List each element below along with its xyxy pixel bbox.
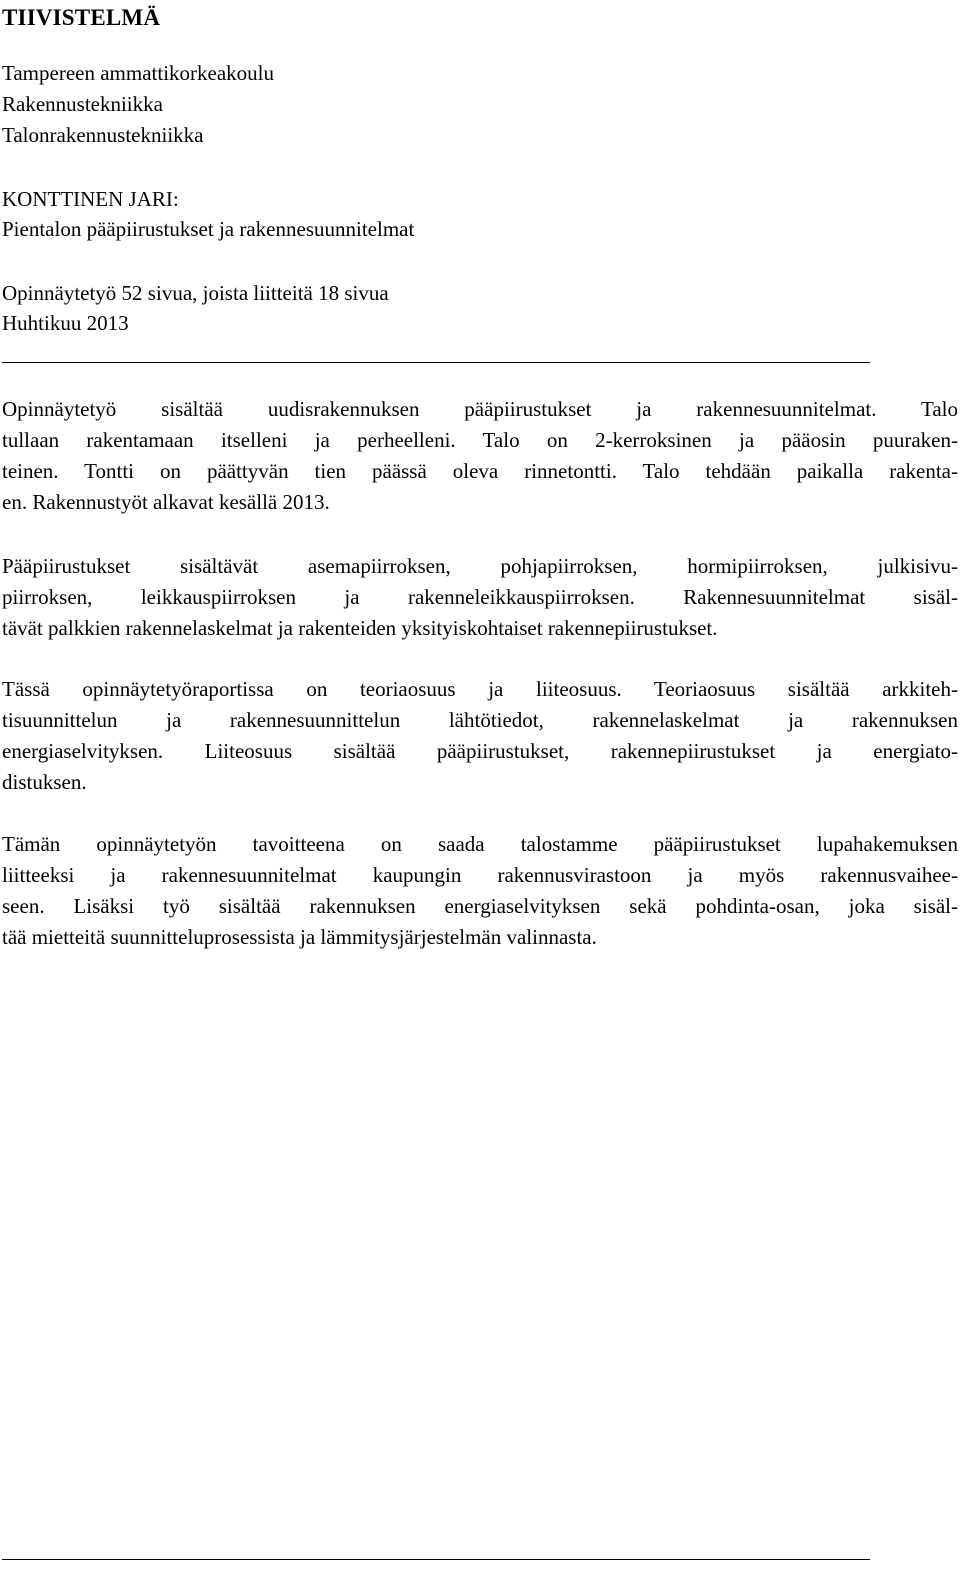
paragraph-line: tisuunnittelun ja rakennesuunnittelun lähtötiedot, rakennelaskelmat ja rakennuksen: [2, 708, 958, 732]
paragraph-line: Opinnäytetyö sisältää uudisrakennuksen pääpiirustukset ja rakennesuunnitelmat. Talo: [2, 397, 958, 421]
paragraph-line: distuksen.: [2, 770, 87, 794]
paragraph-line: en. Rakennustyöt alkavat kesällä 2013.: [2, 490, 330, 514]
abstract-paragraph-1: [2, 394, 958, 518]
paragraph-line: tullaan rakentamaan itselleni ja perheelleni. Talo on 2-kerroksinen ja pääosin puuraken-: [2, 428, 958, 452]
abstract-paragraph-4: [2, 829, 958, 953]
paragraph-line: energiaselvityksen. Liiteosuus sisältää pääpiirustukset, rakennepiirustukset ja energiato-: [2, 739, 958, 763]
paragraph-line: Tämän opinnäytetyön tavoitteena on saada talostamme pääpiirustukset lupahakemuksen: [2, 832, 958, 856]
paragraph-line: Tässä opinnäytetyöraportissa on teoriaosuus ja liiteosuus. Teoriaosuus sisältää arkkiteh-: [2, 677, 958, 701]
paragraph-line: piirroksen, leikkauspiirroksen ja rakenneleikkauspiirroksen. Rakennesuunnitelmat sisäl-: [2, 585, 958, 609]
paragraph-line: Pääpiirustukset sisältävät asemapiirroksen, pohjapiirroksen, hormipiirroksen, julkisivu-: [2, 554, 958, 578]
degree-programme: Rakennustekniikka: [2, 92, 163, 116]
author-name: KONTTINEN JARI:: [2, 187, 179, 211]
page-heading: TIIVISTELMÄ: [2, 5, 161, 30]
paragraph-line: seen. Lisäksi työ sisältää rakennuksen energiaselvityksen sekä pohdinta-osan, joka sisäl-: [2, 894, 958, 918]
top-divider: [2, 362, 870, 363]
abstract-paragraph-2: [2, 551, 958, 644]
page-count: Opinnäytetyö 52 sivua, joista liitteitä 18 sivua: [2, 281, 389, 305]
bottom-divider: [2, 1559, 870, 1560]
paragraph-line: tää mietteitä suunnitteluprosessista ja lämmitysjärjestelmän valinnasta.: [2, 925, 597, 949]
paragraph-line: teinen. Tontti on päättyvän tien päässä oleva rinnetontti. Talo tehdään paikalla rakenta-: [2, 459, 958, 483]
thesis-date: Huhtikuu 2013: [2, 311, 129, 335]
option-name: Talonrakennustekniikka: [2, 123, 204, 147]
paragraph-line: liitteeksi ja rakennesuunnitelmat kaupungin rakennusvirastoon ja myös rakennusvaihee-: [2, 863, 958, 887]
paragraph-line: tävät palkkien rakennelaskelmat ja rakenteiden yksityiskohtaiset rakennepiirustukset.: [2, 616, 718, 640]
abstract-paragraph-3: [2, 674, 958, 798]
thesis-title: Pientalon pääpiirustukset ja rakennesuunnitelmat: [2, 217, 415, 241]
school-name: Tampereen ammattikorkeakoulu: [2, 61, 275, 85]
